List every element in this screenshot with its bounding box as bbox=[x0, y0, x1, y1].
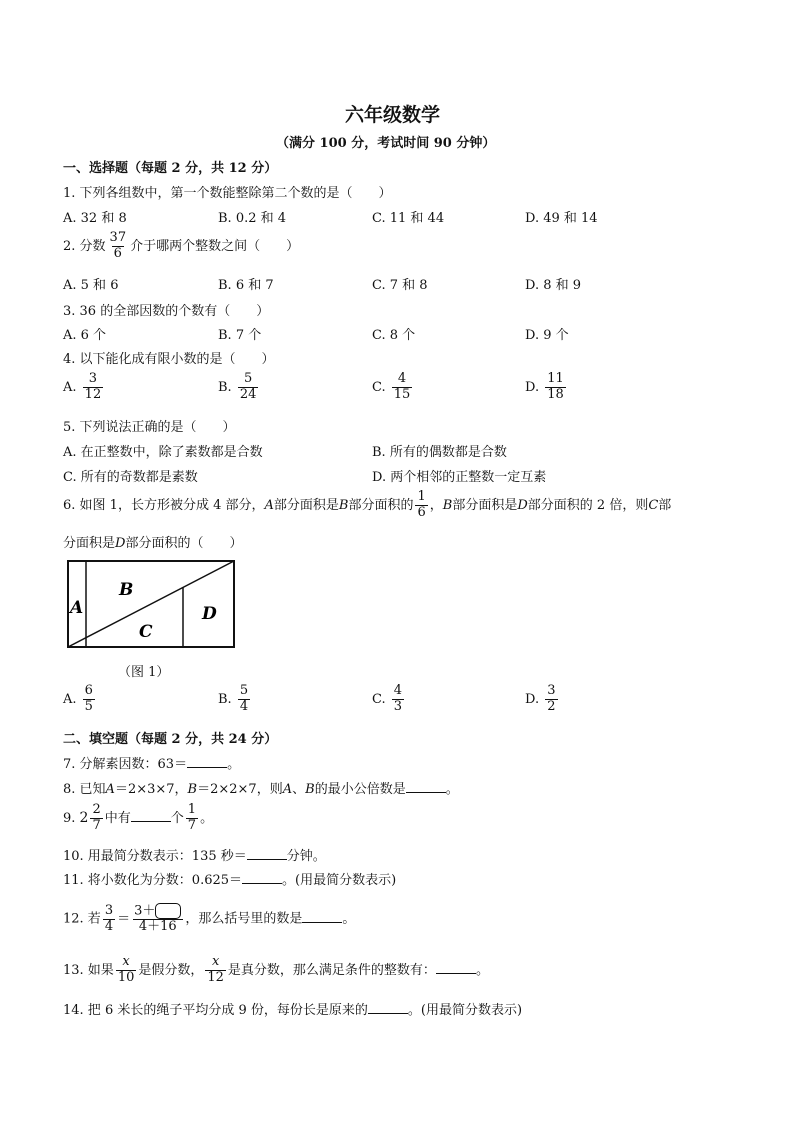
question-13: 13. 如果 $\frac{x}{10}$ 是假分数， $\frac{x}{12}$ 是真分数，那么满足条件的整数有： 。 bbox=[63, 954, 489, 985]
question-2-stem: 2. 分数 $\frac{37}{6}$ 介于哪两个整数之间（ ） bbox=[63, 230, 300, 261]
question-6-stem: 6. 如图 1，长方形被分成 4 部分，A部分面积是B部分面积的 $\frac{1}{6}$ ，B部分面积是D部分面积的 2 倍，则C部 bbox=[63, 489, 672, 520]
paren-box bbox=[155, 903, 181, 919]
question-5-stem: 5. 下列说法正确的是（ ） bbox=[63, 420, 236, 435]
question-7: 7. 分解素因数：63＝ 。 bbox=[63, 757, 241, 772]
answer-blank[interactable] bbox=[368, 1001, 408, 1014]
page-subtitle: （满分 100 分，考试时间 90 分钟） bbox=[276, 136, 496, 151]
q5-option-c: C. 所有的奇数都是素数 bbox=[63, 470, 198, 485]
question-14: 14. 把 6 米长的绳子平均分成 9 份，每份长是原来的 。(用最简分数表示) bbox=[63, 1003, 523, 1018]
answer-blank[interactable] bbox=[247, 847, 287, 860]
q3-option-d: D. 9 个 bbox=[525, 328, 569, 343]
question-6-stem-line2: 分面积是D部分面积的（ ） bbox=[63, 536, 243, 551]
figure-1-caption: （图 1） bbox=[118, 665, 170, 680]
question-11: 11. 将小数化为分数：0.625＝ 。(用最简分数表示) bbox=[63, 873, 397, 888]
q1-option-c: C. 11 和 44 bbox=[372, 211, 445, 226]
q6-option-c: C. $\frac{4}{3}$ bbox=[372, 683, 403, 714]
q1-option-b: B. 0.2 和 4 bbox=[218, 211, 287, 226]
q5-option-a: A. 在正整数中，除了素数都是合数 bbox=[63, 445, 263, 460]
page-title: 六年级数学 bbox=[345, 104, 441, 126]
section-heading-fill: 二、填空题（每题 2 分，共 24 分） bbox=[63, 732, 278, 747]
question-10: 10. 用最简分数表示：135 秒＝ 分钟。 bbox=[63, 849, 326, 864]
q3-option-c: C. 8 个 bbox=[372, 328, 416, 343]
q4-option-d: D. $\frac{11}{18}$ bbox=[525, 371, 564, 402]
q2-option-b: B. 6 和 7 bbox=[218, 278, 274, 293]
q5-option-d: D. 两个相邻的正整数一定互素 bbox=[372, 470, 547, 485]
q4-option-b: B. $\frac{5}{24}$ bbox=[218, 371, 257, 402]
q4-option-a: A. $\frac{3}{12}$ bbox=[63, 371, 102, 402]
figure-1-rectangle bbox=[66, 559, 238, 651]
figure-label-b: B bbox=[119, 580, 134, 600]
q1-option-d: D. 49 和 14 bbox=[525, 211, 598, 226]
answer-blank[interactable] bbox=[187, 755, 227, 768]
question-4-stem: 4. 以下能化成有限小数的是（ ） bbox=[63, 352, 275, 367]
q3-option-b: B. 7 个 bbox=[218, 328, 262, 343]
question-3-stem: 3. 36 的全部因数的个数有（ ） bbox=[63, 304, 270, 319]
section-heading-choice: 一、选择题（每题 2 分，共 12 分） bbox=[63, 161, 278, 176]
question-9: 9. 2 $\frac{2}{7}$ 中有 个 $\frac{1}{7}$ 。 bbox=[63, 802, 214, 833]
answer-blank[interactable] bbox=[302, 910, 342, 923]
answer-blank[interactable] bbox=[406, 780, 446, 793]
figure-label-d: D bbox=[202, 604, 217, 624]
figure-label-a: A bbox=[70, 598, 84, 618]
question-1-stem: 1. 下列各组数中，第一个数能整除第二个数的是（ ） bbox=[63, 186, 392, 201]
question-8: 8. 已知A＝2×3×7，B＝2×2×7，则A、B的最小公倍数是 。 bbox=[63, 782, 459, 797]
q2-option-d: D. 8 和 9 bbox=[525, 278, 582, 293]
q6-option-a: A. $\frac{6}{5}$ bbox=[63, 683, 93, 714]
q4-option-c: C. $\frac{4}{15}$ bbox=[372, 371, 411, 402]
figure-label-c: C bbox=[139, 622, 153, 642]
q2-fraction: $\frac{37}{6}$ bbox=[109, 230, 127, 261]
answer-blank[interactable] bbox=[131, 809, 171, 822]
question-12: 12. 若 $\frac{3}{4}$ ＝ $\frac{3+}{4+16}$ ，那么括号里的数是 。 bbox=[63, 902, 356, 935]
q2-option-c: C. 7 和 8 bbox=[372, 278, 428, 293]
q6-option-b: B. $\frac{5}{4}$ bbox=[218, 683, 249, 714]
answer-blank[interactable] bbox=[242, 871, 282, 884]
q1-option-a: A. 32 和 8 bbox=[63, 211, 127, 226]
answer-blank[interactable] bbox=[436, 961, 476, 974]
q6-option-d: D. $\frac{3}{2}$ bbox=[525, 683, 556, 714]
q3-option-a: A. 6 个 bbox=[63, 328, 107, 343]
q5-option-b: B. 所有的偶数都是合数 bbox=[372, 445, 507, 460]
q2-option-a: A. 5 和 6 bbox=[63, 278, 119, 293]
